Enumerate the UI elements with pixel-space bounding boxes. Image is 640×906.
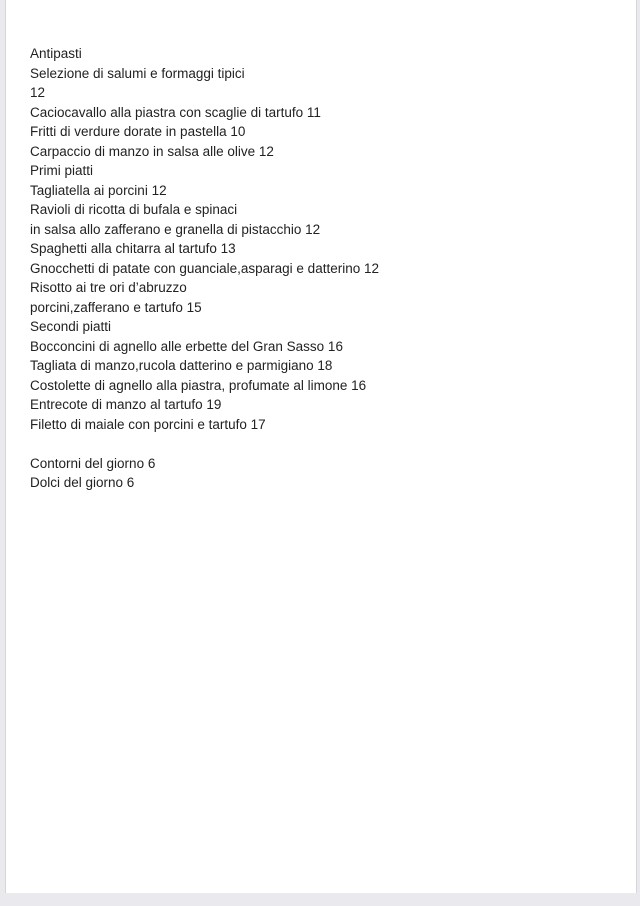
document-page [5, 0, 637, 893]
menu-line: Spaghetti alla chitarra al tartufo 13 [30, 241, 236, 256]
menu-line: Bocconcini di agnello alle erbette del Gran Sasso 16 [30, 338, 343, 354]
menu-line: Gnocchetti di patate con guanciale,asparagi e datterino 12 [30, 260, 379, 276]
menu-line: Tagliata di manzo,rucola datterino e parmigiano 18 [30, 358, 333, 373]
menu-line: Filetto di maiale con porcini e tartufo 17 [30, 416, 266, 432]
menu-line: Caciocavallo alla piastra con scaglie di tartufo 11 [30, 104, 321, 120]
section-heading-antipasti: Antipasti [30, 46, 82, 61]
menu-line: in salsa allo zafferano e granella di pistacchio 12 [30, 221, 321, 237]
menu-line: Carpaccio di manzo in salsa alle olive 12 [30, 143, 274, 159]
menu-line: Contorni del giorno 6 [30, 455, 156, 471]
menu-line: Selezione di salumi e formaggi tipici [30, 65, 245, 81]
menu-line: porcini,zafferano e tartufo 15 [30, 299, 202, 315]
menu-line: Tagliatella ai porcini 12 [30, 182, 167, 198]
menu-line: Dolci del giorno 6 [30, 475, 135, 490]
menu-line: Ravioli di ricotta di bufala e spinaci [30, 202, 238, 217]
menu-line: Entrecote di manzo al tartufo 19 [30, 397, 222, 412]
menu-line: Risotto ai tre ori d’abruzzo [30, 280, 187, 295]
menu-line: Fritti di verdure dorate in pastella 10 [30, 124, 246, 139]
menu-text [30, 44, 379, 493]
section-heading-secondi: Secondi piatti [30, 319, 112, 334]
menu-line: 12 [30, 85, 46, 100]
blank-line [30, 434, 379, 454]
menu-line: Costolette di agnello alla piastra, profumate al limone 16 [30, 377, 367, 393]
section-heading-primi: Primi piatti [30, 163, 94, 178]
